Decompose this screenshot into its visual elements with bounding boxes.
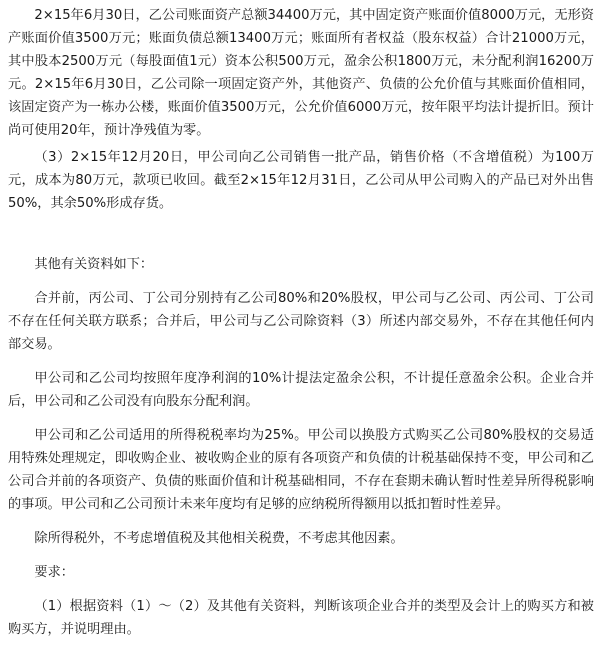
paragraph-requirements-heading: 要求： (34, 565, 74, 580)
paragraph-subsidiary-financials: 2×15年6月30日，乙公司账面资产总额34400万元，其中固定资产账面价值8000万元，无形资产账面价值3500万元；账面负债总额13400万元；账面所有者权益（股东权益）合计21000万元，其中股本2500万元（每股面值1元）资本公积500万元，盈余公积1800万元，未分配利润16200万元。2×15年6月30日，乙公司除一项固定资产外，其他资产、负债的公允价值与其账面价值相同，该固定资产为一栋办公楼，账面价值3500万元，公允价值6000万元，按年限平均法计提折旧。预计尚可使用20年，预计净残值为零。 (8, 8, 594, 138)
paragraph-requirement-1: （1）根据资料（1）～（2）及其他有关资料，判断该项企业合并的类型及会计上的购买方和被购买方，并说明理由。 (8, 599, 594, 637)
paragraph-income-tax: 甲公司和乙公司适用的所得税税率均为25%。甲公司以换股方式购买乙公司80%股权的交易适用特殊处理规定，即收购企业、被收购企业的原有各项资产和负债的计税基础保持不变，甲公司和乙公司合并前的各项资产、负债的账面价值和计税基础相同，不存在套期未确认暂时性差异所得税影响的事项。甲公司和乙公司预计未来年度均有足够的应纳税所得额用以抵扣暂时性差异。 (8, 428, 594, 512)
paragraph-other-info-heading: 其他有关资料如下： (34, 257, 154, 272)
paragraph-ownership: 合并前，丙公司、丁公司分别持有乙公司80%和20%股权，甲公司与乙公司、丙公司、丁公司不存在任何关联方联系；合并后，甲公司与乙公司除资料（3）所述内部交易外，不存在其他任何内部交易。 (8, 291, 594, 352)
paragraph-surplus-reserve: 甲公司和乙公司均按照年度净利润的10%计提法定盈余公积，不计提任意盈余公积。企业合并后，甲公司和乙公司没有向股东分配利润。 (8, 371, 594, 409)
paragraph-other-taxes: 除所得税外，不考虑增值税及其他相关税费，不考虑其他因素。 (34, 531, 404, 546)
paragraph-intercompany-sale: （3）2×15年12月20日，甲公司向乙公司销售一批产品，销售价格（不含增值税）为100万元，成本为80万元，款项已收回。截至2×15年12月31日，乙公司从甲公司购入的产品已对外出售50%，其余50%形成存货。 (8, 150, 594, 211)
